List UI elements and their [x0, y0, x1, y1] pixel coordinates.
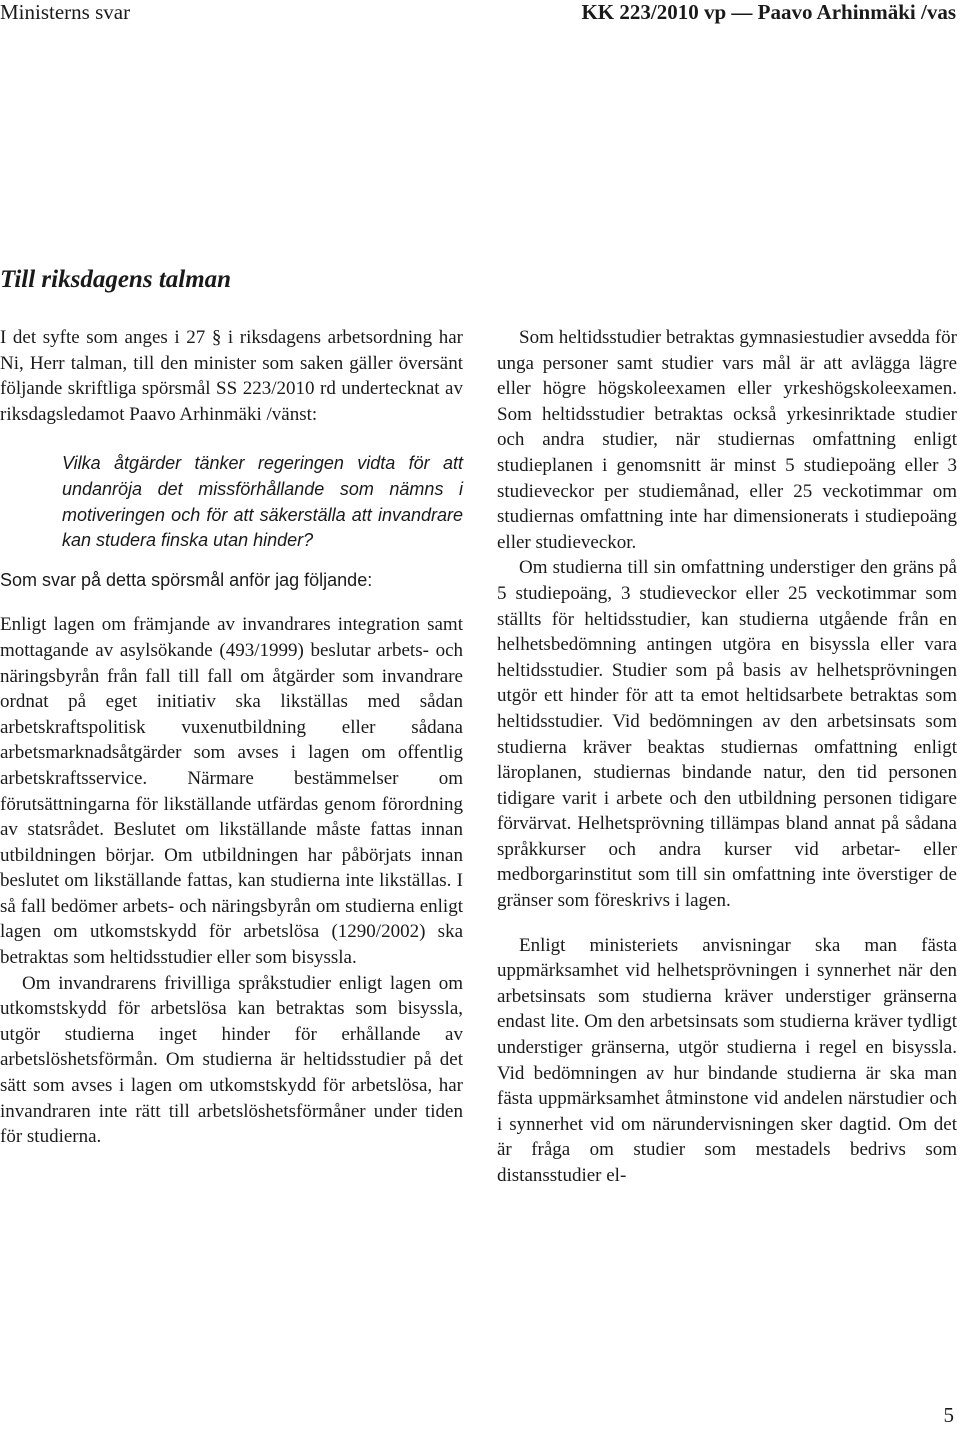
- question-text: Vilka åtgärder tänker regeringen vidta för att undanröja det missförhållande som nämns i motiveringen och för att säkerställa att invandrare kan studera finska utan hinder?: [62, 453, 463, 551]
- page-number: 5: [943, 1403, 954, 1427]
- intro-paragraph: I det syfte som anges i 27 § i riksdagens arbetsordning har Ni, Herr talman, till den minister som saken gäller översänt följande skriftliga spörsmål SS 223/2010 rd undertecknat av riksdagsledamot Paavo Arhinmäki /vänst:: [0, 327, 463, 425]
- header-right: KK 223/2010 vp — Paavo Arhinmäki /vas: [581, 0, 956, 24]
- body-paragraph: Om invandrarens frivilliga språkstudier enligt lagen om utkomstskydd för arbetslösa kan betraktas som bisyssla, utgör studierna inget hinder för erhållande av arbetslöshetsförmån. Om studierna är heltidsstudier på det sätt som avses i lagen om utkomstskydd för arbetslösa, har invandraren inte rätt till arbetslöshetsförmåner under tiden för studierna.: [0, 972, 463, 1148]
- document-title: Till riksdagens talman: [0, 266, 232, 293]
- right-column: [497, 325, 957, 1189]
- answer-intro: Som svar på detta spörsmål anför jag följande:: [0, 569, 373, 590]
- header-left: Ministerns svar: [0, 0, 131, 24]
- left-column: [0, 325, 463, 1150]
- body-paragraph: Enligt lagen om främjande av invandrares integration samt mottagande av asylsökande (493/1999) beslutar arbets- och näringsbyrån från fall till fall om åtgärder som invandrare ordnat på eget initiativ ska likställas med sådan arbetskraftspolitisk vuxenutbildning eller sådana arbetsmarknadsåtgärder som avses i lagen om offentlig arbetskraftsservice. Närmare bestämmelser om förutsättningarna för likställande utfärdas genom förordning av statsrådet. Beslutet om likställande måste fattas innan utbildningen börjar. Om utbildningen har påbörjats innan beslutet om likställande fattas, kan studierna inte likställas. I så fall bedömer arbets- och näringsbyrån om studierna enligt lagen om utkomstskydd för arbetslösa (1290/2002) ska betraktas som heltidsstudier eller som bisyssla.: [0, 614, 463, 969]
- body-paragraph: Enligt ministeriets anvisningar ska man fästa uppmärksamhet vid helhetsprövningen i synnerhet när den arbetsinsats som studierna kräver understiger gränserna endast lite. Om den arbetsinsats som studierna kräver tydligt understiger gränserna, utgör studierna i regel en bisyssla. Vid bedömningen av hur bindande studierna är ska man fästa uppmärksamhet åtminstone vid andelen närstudier och i synnerhet vid om närundervisningen sker dagtid. Om det är fråga om studier som mestadels bedrivs som distansstudier el-: [497, 934, 957, 1186]
- body-paragraph: Som heltidsstudier betraktas gymnasiestudier avsedda för unga personer samt studier vars mål är att avlägga lägre eller högre högskoleexamen eller yrkeshögskoleexamen. Som heltidsstudier betraktas också yrkesinriktade studier och andra studier, när studiernas omfattning enligt studieplanen i genomsnitt är minst 5 studiepoäng eller 3 studieveckor per studiemånad, eller 25 veckotimmar om studiernas omfattning inte har dimensionerats i studiepoäng eller studieveckor.: [497, 327, 957, 553]
- body-paragraph: Om studierna till sin omfattning understiger den gräns på 5 studiepoäng, 3 studieveckor eller 25 veckotimmar som ställts för heltidsstudier, kan studierna utgående från en helhetsbedömning antingen utgöra en bisyssla eller vara heltidsstudier. Studier som på basis av helhetsprövningen utgör ett hinder för att ta emot heltidsarbete betraktas som heltidsstudier. Vid bedömningen av den arbetsinsats som studierna kräver beaktas studiernas omfattning enligt läroplanen, studiernas bindande natur, den tid personen tidigare varit i arbete och den utbildning personen tidigare förvärvat. Helhetsprövning tillämpas bland annat på sådana språkkurser och andra kurser vid arbetar- eller medborgarinstitut som till sin omfattning inte överstiger de gränser som föreskrivs i lagen.: [497, 557, 957, 912]
